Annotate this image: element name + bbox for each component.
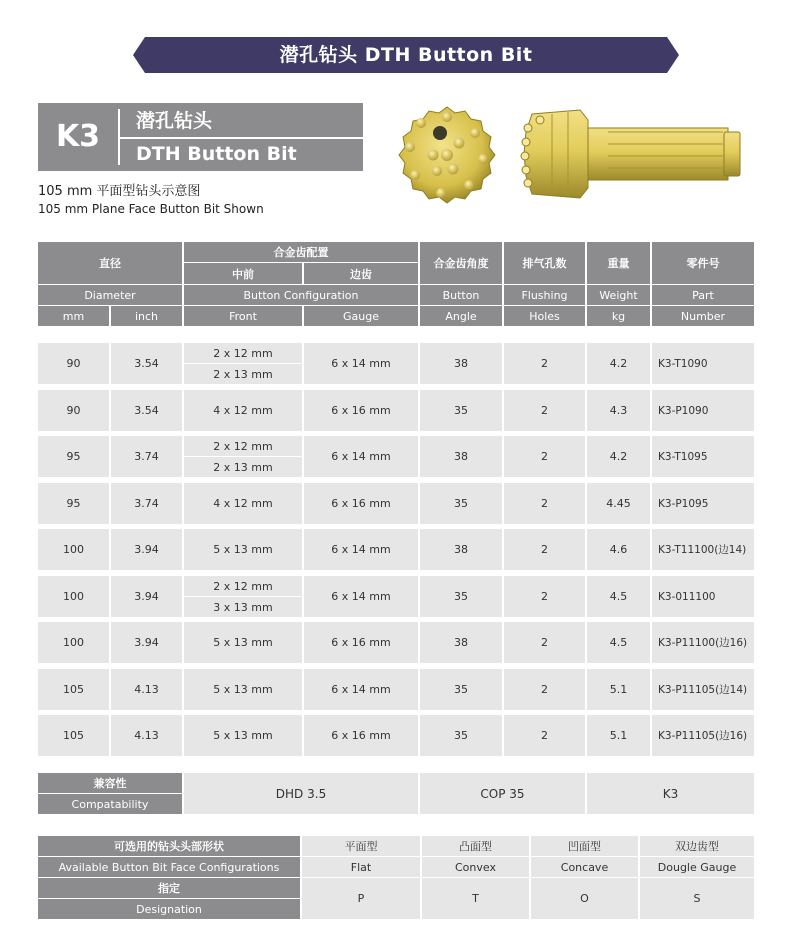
kg-cell: 4.5: [587, 576, 650, 617]
inch-cell: 3.94: [111, 576, 182, 617]
compat-label-en: Compatability: [38, 794, 182, 814]
mm-cell: 100: [38, 576, 109, 617]
gauge-cell: 6 x 14 mm: [304, 343, 418, 384]
front-config-cell: 4 x 12 mm: [184, 483, 302, 524]
header-weight-en: Weight: [587, 285, 650, 305]
header-unit-angle: Angle: [420, 306, 502, 326]
mm-cell: 95: [38, 436, 109, 477]
header-unit-number: Number: [652, 306, 754, 326]
header-flushing-cn: 排气孔数: [504, 242, 585, 284]
divider: [120, 137, 363, 139]
inch-cell: 3.74: [111, 483, 182, 524]
face-option-double-gauge-code: S: [640, 878, 754, 919]
kg-cell: 4.5: [587, 622, 650, 663]
gauge-cell: 6 x 14 mm: [304, 436, 418, 477]
mm-cell: 95: [38, 483, 109, 524]
image-caption-cn: 105 mm 平面型钻头示意图: [38, 184, 201, 199]
front-config-cell: 5 x 13 mm: [184, 715, 302, 756]
inch-cell: 3.94: [111, 529, 182, 570]
header-diameter-cn: 直径: [38, 242, 182, 284]
header-part-cn: 零件号: [652, 242, 754, 284]
gauge-cell: 6 x 16 mm: [304, 390, 418, 431]
kg-cell: 4.45: [587, 483, 650, 524]
product-name-cn: 潜孔钻头: [136, 110, 213, 132]
gauge-cell: 6 x 16 mm: [304, 715, 418, 756]
face-option-flat-cn: 平面型: [302, 836, 420, 856]
part-cell: K3-P1090: [652, 390, 754, 431]
part-cell: K3-P11105(边16): [652, 715, 754, 756]
angle-cell: 35: [420, 390, 502, 431]
header-part-en: Part: [652, 285, 754, 305]
header-gauge-cn: 边齿: [304, 263, 418, 284]
inch-cell: 3.74: [111, 436, 182, 477]
face-option-convex-cn: 凸面型: [422, 836, 529, 856]
front-config-cell: 3 x 13 mm: [184, 597, 302, 617]
holes-cell: 2: [504, 529, 585, 570]
header-weight-cn: 重量: [587, 242, 650, 284]
compat-value-2: COP 35: [420, 773, 585, 814]
kg-cell: 5.1: [587, 715, 650, 756]
header-unit-holes: Holes: [504, 306, 585, 326]
face-option-double-gauge-cn: 双边齿型: [640, 836, 754, 856]
product-name-en: DTH Button Bit: [136, 143, 297, 165]
holes-cell: 2: [504, 669, 585, 710]
kg-cell: 4.2: [587, 436, 650, 477]
product-label: [38, 103, 363, 171]
banner-title: 潜孔钻头 DTH Button Bit: [279, 44, 533, 66]
header-unit-inch: inch: [111, 306, 182, 326]
face-option-flat-code: P: [302, 878, 420, 919]
kg-cell: 4.3: [587, 390, 650, 431]
angle-cell: 38: [420, 622, 502, 663]
holes-cell: 2: [504, 343, 585, 384]
face-option-concave-code: O: [531, 878, 638, 919]
holes-cell: 2: [504, 715, 585, 756]
front-config-cell: 2 x 12 mm: [184, 576, 302, 596]
header-unit-front: Front: [184, 306, 302, 326]
mm-cell: 100: [38, 622, 109, 663]
holes-cell: 2: [504, 483, 585, 524]
header-button-en: Button: [420, 285, 502, 305]
part-cell: K3-T11100(边14): [652, 529, 754, 570]
gauge-cell: 6 x 14 mm: [304, 669, 418, 710]
face-option-convex-en: Convex: [422, 857, 529, 877]
header-diameter-en: Diameter: [38, 285, 182, 305]
header-button-config-cn: 合金齿配置: [184, 242, 418, 262]
kg-cell: 4.2: [587, 343, 650, 384]
front-config-cell: 5 x 13 mm: [184, 669, 302, 710]
face-option-concave-cn: 凹面型: [531, 836, 638, 856]
angle-cell: 35: [420, 715, 502, 756]
header-front-cn: 中前: [184, 263, 302, 284]
mm-cell: 100: [38, 529, 109, 570]
holes-cell: 2: [504, 436, 585, 477]
front-config-cell: 5 x 13 mm: [184, 529, 302, 570]
header-unit-kg: kg: [587, 306, 650, 326]
gauge-cell: 6 x 16 mm: [304, 483, 418, 524]
face-option-flat-en: Flat: [302, 857, 420, 877]
designation-label-cn: 指定: [38, 878, 300, 898]
angle-cell: 38: [420, 436, 502, 477]
face-option-concave-en: Concave: [531, 857, 638, 877]
inch-cell: 3.54: [111, 390, 182, 431]
front-config-cell: 5 x 13 mm: [184, 622, 302, 663]
face-option-convex-code: T: [422, 878, 529, 919]
holes-cell: 2: [504, 390, 585, 431]
header-unit-gauge: Gauge: [304, 306, 418, 326]
inch-cell: 3.94: [111, 622, 182, 663]
angle-cell: 35: [420, 576, 502, 617]
compat-value-3: K3: [587, 773, 754, 814]
header-flushing-en: Flushing: [504, 285, 585, 305]
mm-cell: 90: [38, 390, 109, 431]
mm-cell: 105: [38, 669, 109, 710]
compat-value-1: DHD 3.5: [184, 773, 418, 814]
holes-cell: 2: [504, 622, 585, 663]
gauge-cell: 6 x 14 mm: [304, 529, 418, 570]
front-config-cell: 2 x 12 mm: [184, 436, 302, 456]
part-cell: K3-P1095: [652, 483, 754, 524]
holes-cell: 2: [504, 576, 585, 617]
inch-cell: 4.13: [111, 715, 182, 756]
header-button-config-en: Button Configuration: [184, 285, 418, 305]
front-config-cell: 2 x 12 mm: [184, 343, 302, 363]
part-cell: K3-P11100(边16): [652, 622, 754, 663]
part-cell: K3-P11105(边14): [652, 669, 754, 710]
kg-cell: 4.6: [587, 529, 650, 570]
header-angle-cn: 合金齿角度: [420, 242, 502, 284]
bit-side-image: [518, 106, 746, 202]
product-code: K3: [55, 119, 101, 154]
angle-cell: 35: [420, 483, 502, 524]
angle-cell: 38: [420, 343, 502, 384]
gauge-cell: 6 x 14 mm: [304, 576, 418, 617]
title-banner: [133, 37, 679, 73]
part-cell: K3-T1095: [652, 436, 754, 477]
mm-cell: 90: [38, 343, 109, 384]
front-config-cell: 2 x 13 mm: [184, 457, 302, 477]
bit-face-image: [395, 103, 499, 207]
face-label-en: Available Button Bit Face Configurations: [38, 857, 300, 877]
front-config-cell: 4 x 12 mm: [184, 390, 302, 431]
angle-cell: 38: [420, 529, 502, 570]
kg-cell: 5.1: [587, 669, 650, 710]
designation-label-en: Designation: [38, 899, 300, 919]
face-label-cn: 可选用的钻头头部形状: [38, 836, 300, 856]
image-caption-en: 105 mm Plane Face Button Bit Shown: [38, 202, 264, 216]
inch-cell: 4.13: [111, 669, 182, 710]
face-option-double-gauge-en: Dougle Gauge: [640, 857, 754, 877]
inch-cell: 3.54: [111, 343, 182, 384]
mm-cell: 105: [38, 715, 109, 756]
gauge-cell: 6 x 16 mm: [304, 622, 418, 663]
part-cell: K3-011100: [652, 576, 754, 617]
front-config-cell: 2 x 13 mm: [184, 364, 302, 384]
compat-label-cn: 兼容性: [38, 773, 182, 793]
part-cell: K3-T1090: [652, 343, 754, 384]
header-unit-mm: mm: [38, 306, 109, 326]
angle-cell: 35: [420, 669, 502, 710]
